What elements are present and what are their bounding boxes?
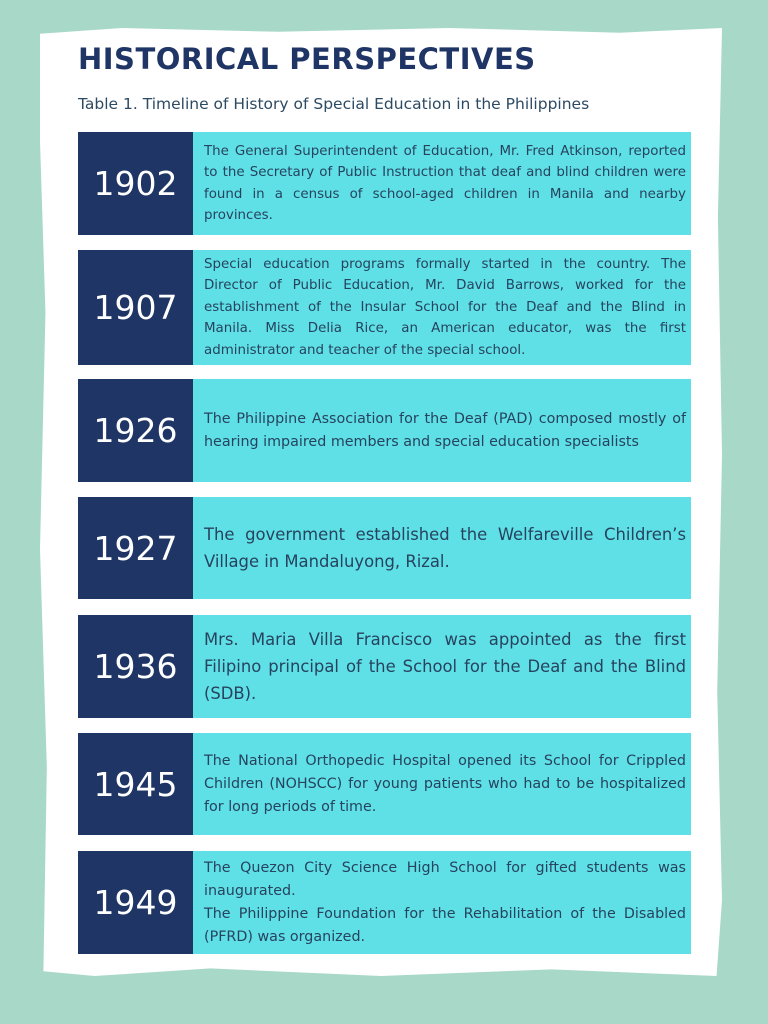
- description-cell: [193, 250, 691, 365]
- description-line-1: The Quezon City Science High School for gifted students was inaugurated.: [204, 859, 686, 899]
- timeline-row-1945: [78, 733, 691, 835]
- year-cell: 1927: [78, 497, 193, 599]
- year-cell: 1926: [78, 379, 193, 482]
- timeline-row-1927: [78, 497, 691, 599]
- description-text: Mrs. Maria Villa Francisco was appointed as the first Filipino principal of the School for the Deaf and the Blind (SDB).: [204, 630, 686, 703]
- description-cell: [193, 733, 691, 835]
- description-text: The General Superintendent of Education, Mr. Fred Atkinson, reported to the Secretary of Public Instruction that deaf and blind children were found in a census of school-aged children in Manila and nearby provinces.: [204, 143, 686, 223]
- description-text: The National Orthopedic Hospital opened its School for Crippled Children (NOHSCC) for young patients who had to be hospitalized for long periods of time.: [204, 752, 686, 815]
- description-line-2: The Philippine Foundation for the Rehabilitation of the Disabled (PFRD) was organized.: [204, 905, 686, 945]
- description-cell: [193, 851, 691, 954]
- year-cell: 1949: [78, 851, 193, 954]
- timeline-row-1907: [78, 250, 691, 365]
- description-cell: [193, 497, 691, 599]
- description-cell: [193, 132, 691, 235]
- description-text: [204, 857, 686, 949]
- description-cell: [193, 379, 691, 482]
- timeline-row-1936: [78, 615, 691, 718]
- timeline-row-1902: [78, 132, 691, 235]
- description-text: The government established the Welfareville Children’s Village in Mandaluyong, Rizal.: [204, 525, 686, 571]
- year-cell: 1936: [78, 615, 193, 718]
- description-text: The Philippine Association for the Deaf (PAD) composed mostly of hearing impaired members and special education specialists: [204, 410, 686, 450]
- timeline-row-1949: [78, 851, 691, 954]
- page-title: HISTORICAL PERSPECTIVES: [78, 42, 536, 76]
- year-cell: 1907: [78, 250, 193, 365]
- year-cell: 1945: [78, 733, 193, 835]
- table-caption: Table 1. Timeline of History of Special Education in the Philippines: [78, 95, 590, 113]
- description-text: Special education programs formally started in the country. The Director of Public Education, Mr. David Barrows, worked for the establishment of the Insular School for the Deaf and the Blind in Manila. Miss Delia Rice, an American educator, was the first administrator and teacher of the special school.: [204, 256, 686, 358]
- year-cell: 1902: [78, 132, 193, 235]
- timeline-row-1926: [78, 379, 691, 482]
- description-cell: [193, 615, 691, 718]
